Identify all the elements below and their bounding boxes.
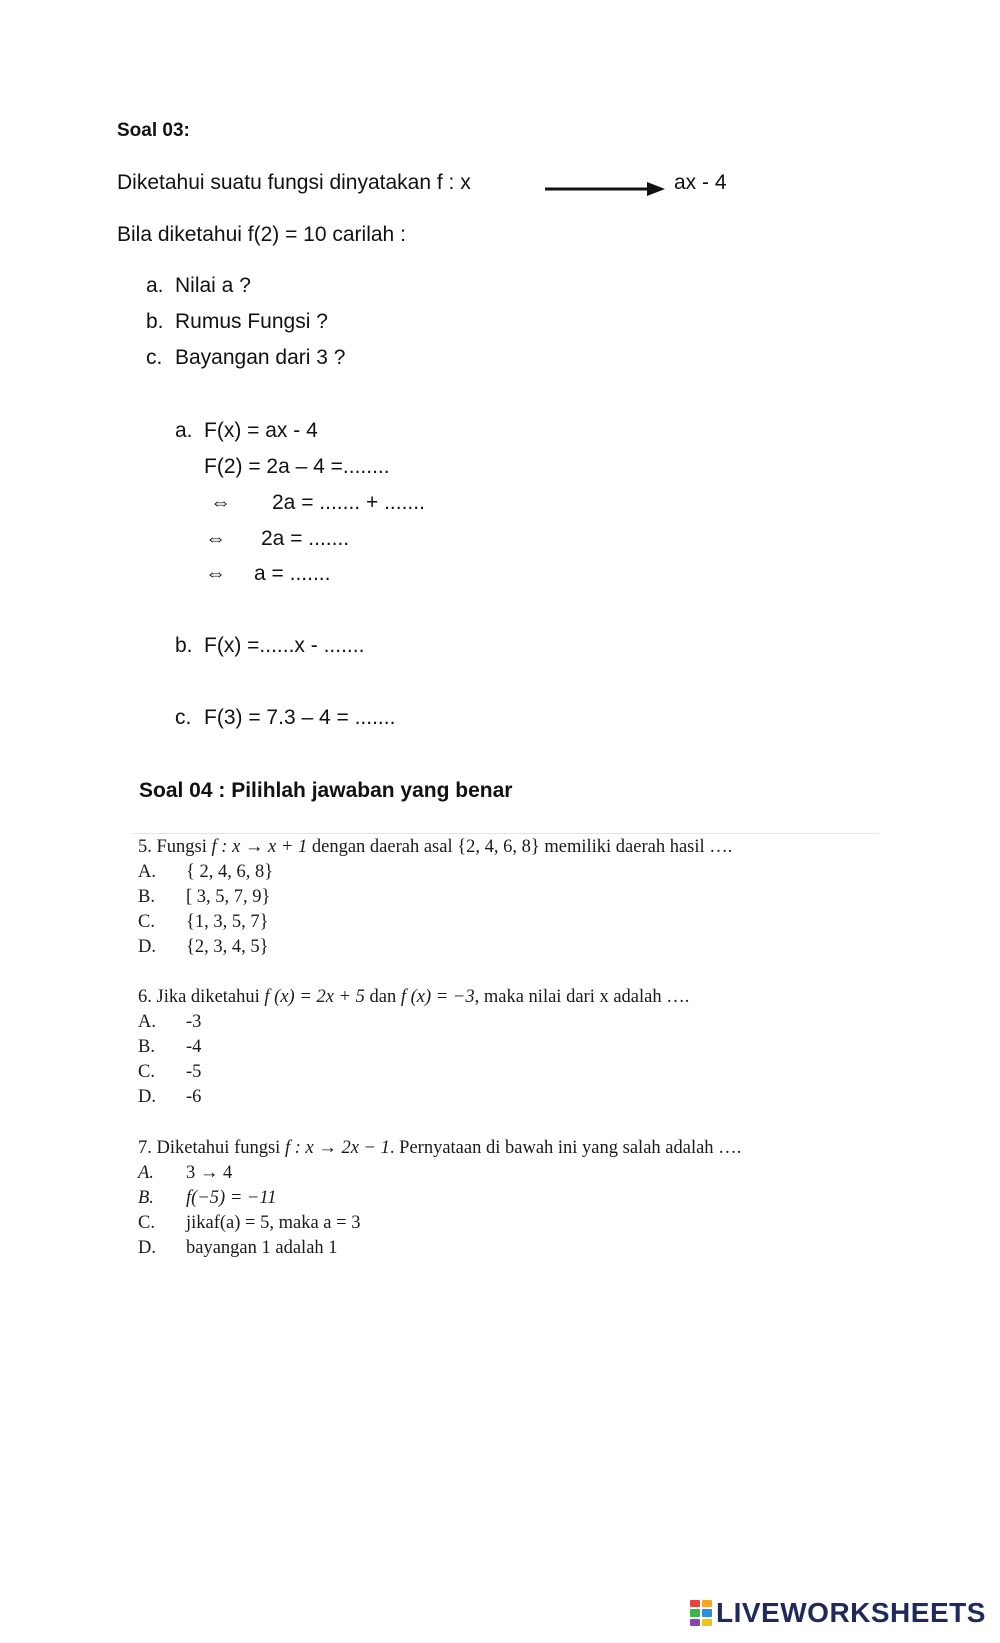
q7-option-d-letter: D. [138, 1238, 156, 1258]
soal03-intro-right: ax - 4 [674, 171, 727, 194]
q6-option-b-text: -4 [186, 1037, 202, 1057]
q6-option-c-letter: C. [138, 1062, 155, 1082]
q6-stem: 6. Jika diketahui f (x) = 2x + 5 dan f (x) = −3, maka nilai dari x adalah …. [138, 987, 690, 1007]
answer-c-letter: c. [175, 706, 192, 729]
answer-b-letter: b. [175, 634, 193, 657]
logo-block [690, 1619, 700, 1626]
q5-option-b-text: [ 3, 5, 7, 9} [186, 887, 271, 907]
answer-a-line1: F(x) = ax - 4 [204, 419, 318, 442]
soal03-heading: Soal 03: [117, 120, 190, 141]
soal03-given: Bila diketahui f(2) = 10 carilah : [117, 223, 406, 246]
answer-b-text: F(x) =......x - ....... [204, 634, 365, 657]
soal03-intro-left: Diketahui suatu fungsi dinyatakan f : x [117, 171, 471, 194]
logo-block [702, 1619, 712, 1626]
q7-option-c-text: jikaf(a) = 5, maka a = 3 [186, 1213, 361, 1233]
q7-option-c-letter: C. [138, 1213, 155, 1233]
q5-option-c-text: {1, 3, 5, 7} [186, 912, 269, 932]
answer-a-step1: 2a = ....... + ....... [272, 491, 425, 514]
answer-a-letter: a. [175, 419, 193, 442]
question-b-letter: b. [146, 310, 164, 333]
q5-stem: 5. Fungsi f : x → x + 1 dengan daerah asal {2, 4, 6, 8} memiliki daerah hasil …. [138, 837, 733, 857]
q6-option-d-letter: D. [138, 1087, 156, 1107]
logo-block [702, 1609, 712, 1616]
question-c-text: Bayangan dari 3 ? [175, 346, 346, 369]
soal04-heading: Soal 04 : Pilihlah jawaban yang benar [139, 779, 513, 802]
question-c-letter: c. [146, 346, 163, 369]
q6-option-a-letter: A. [138, 1012, 156, 1032]
logo-block [690, 1600, 700, 1607]
q5-option-d-letter: D. [138, 937, 156, 957]
equivalence-icon: ⇔ [205, 527, 226, 550]
logo-text: LIVEWORKSHEETS [716, 1597, 986, 1628]
q7-option-b-letter: B. [138, 1188, 154, 1208]
q6-option-c-text: -5 [186, 1062, 202, 1082]
q7-option-b-text: f(−5) = −11 [186, 1188, 277, 1208]
q7-option-d-text: bayangan 1 adalah 1 [186, 1238, 338, 1258]
answer-c-text: F(3) = 7.3 – 4 = ....... [204, 706, 396, 729]
q5-option-b-letter: B. [138, 887, 155, 907]
liveworksheets-logo-icon [690, 1600, 712, 1626]
q5-option-a-letter: A. [138, 862, 156, 882]
mapping-arrow-icon [545, 180, 665, 198]
liveworksheets-logo[interactable] [690, 1597, 986, 1629]
question-a-text: Nilai a ? [175, 274, 251, 297]
q7-option-a-text: 3 → 4 [186, 1163, 233, 1183]
logo-block [702, 1600, 712, 1607]
q6-option-a-text: -3 [186, 1012, 202, 1032]
q6-option-b-letter: B. [138, 1037, 155, 1057]
answer-a-step3: a = ....... [254, 562, 331, 585]
equivalence-icon: ⇔ [205, 562, 226, 585]
question-a-letter: a. [146, 274, 164, 297]
q7-option-a-letter: A. [138, 1163, 154, 1183]
answer-a-line2: F(2) = 2a – 4 =........ [204, 455, 390, 478]
equivalence-icon: ⇔ [210, 491, 231, 514]
logo-block [690, 1609, 700, 1616]
divider [133, 833, 878, 834]
q5-option-a-text: { 2, 4, 6, 8} [186, 862, 274, 882]
q5-option-c-letter: C. [138, 912, 155, 932]
answer-a-step2: 2a = ....... [261, 527, 350, 550]
q5-option-d-text: {2, 3, 4, 5} [186, 937, 269, 957]
q6-option-d-text: -6 [186, 1087, 202, 1107]
q7-stem: 7. Diketahui fungsi f : x → 2x − 1. Pernyataan di bawah ini yang salah adalah …. [138, 1138, 742, 1158]
question-b-text: Rumus Fungsi ? [175, 310, 328, 333]
